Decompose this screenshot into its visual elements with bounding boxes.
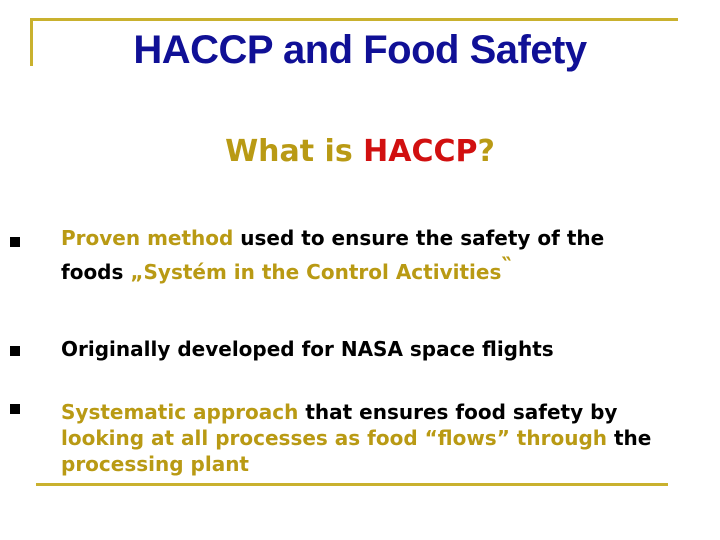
bullet-1-line-1 [61, 225, 701, 251]
bullet-3-text: that ensures food safety by [298, 400, 618, 424]
bullet-1-line-2 [61, 254, 701, 285]
bullet-item-1 [61, 225, 701, 285]
bullet-3-line-3: processing plant [61, 452, 249, 476]
bullet-item-3 [61, 399, 701, 477]
bullet-3-line-2-highlight: looking at all processes as food “flows” through [61, 426, 607, 450]
bullet-3-highlight: Systematic approach [61, 400, 299, 424]
subtitle-suffix: ? [477, 134, 495, 169]
slide-title: HACCP and Food Safety [133, 28, 587, 72]
bullet-2-text: Originally developed for NASA space flights [61, 337, 554, 361]
square-bullet-icon [10, 237, 20, 247]
bullet-item-2 [61, 336, 701, 362]
bullet-1-line-2-highlight: „Systém in the Control Activities [130, 260, 502, 284]
bullet-1-highlight: Proven method [61, 226, 234, 250]
frame-top-line [30, 18, 678, 21]
bullet-3-line-2 [61, 425, 701, 451]
subtitle-prefix: What is [225, 134, 364, 169]
subtitle-highlight: HACCP [363, 134, 478, 169]
bullet-1-text: used to ensure the safety of the [233, 226, 605, 250]
bullet-3-line-1 [61, 399, 701, 425]
square-bullet-icon [10, 346, 20, 356]
closing-quote-mark: ‶ [501, 254, 512, 279]
slide-subtitle [0, 134, 720, 169]
bullet-1-line-2-prefix: foods [61, 260, 131, 284]
square-bullet-icon [10, 404, 20, 414]
bullet-3-line-2-text: the [607, 426, 652, 450]
frame-bottom-line [36, 483, 668, 486]
